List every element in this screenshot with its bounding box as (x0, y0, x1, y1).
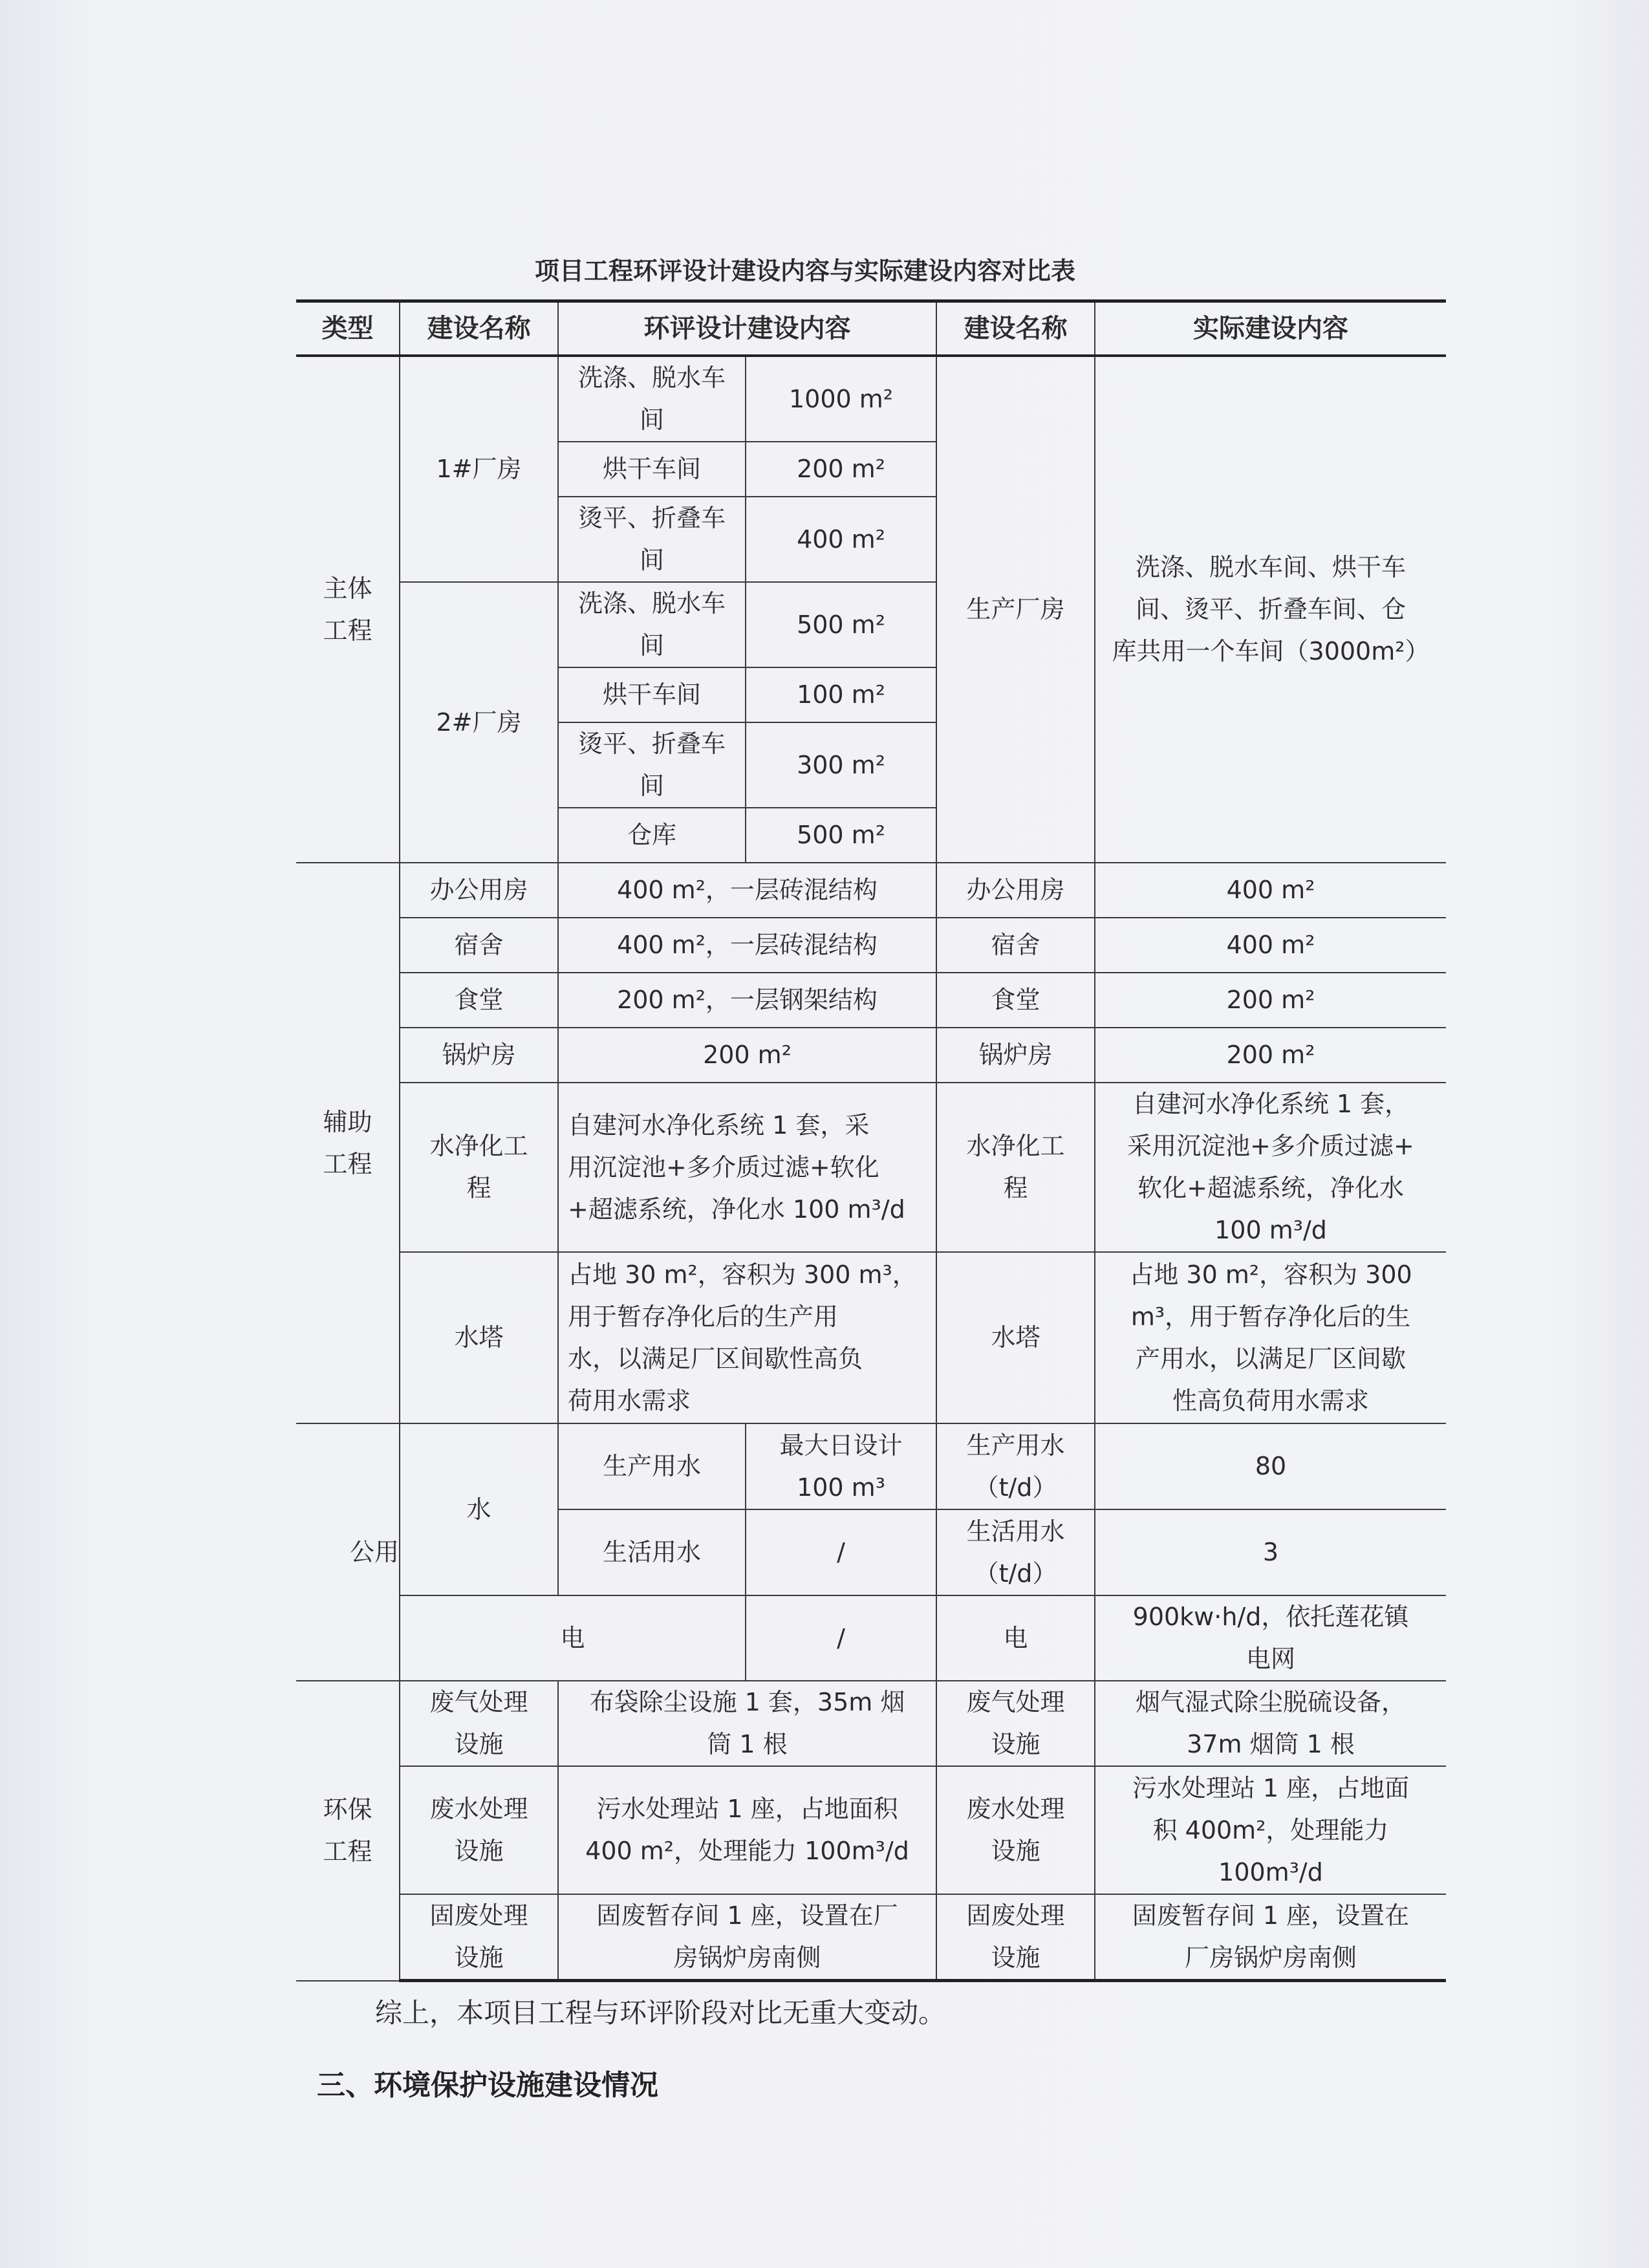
design-content: 占地 30 m²，容积为 300 m³， 用于暂存净化后的生产用 水，以满足厂区间歇性高负 荷用水需求 (558, 1252, 936, 1423)
workshop-area: 300 m² (746, 722, 936, 808)
design-content: 200 m²，一层钢架结构 (558, 973, 936, 1028)
design-content: 污水处理站 1 座，占地面积 400 m²，处理能力 100m³/d (558, 1766, 936, 1894)
table-row (296, 1766, 1446, 1894)
design-content: 400 m²，一层砖混结构 (558, 863, 936, 918)
workshop-label: 烘干车间 (558, 667, 746, 722)
category-env: 环保 工程 (296, 1681, 400, 1981)
actual-name: 废气处理 设施 (936, 1681, 1095, 1766)
workshop-area: 400 m² (746, 497, 936, 582)
header-design-content: 环评设计建设内容 (558, 301, 936, 356)
item-name: 废气处理 设施 (400, 1681, 558, 1766)
item-name: 锅炉房 (400, 1028, 558, 1083)
electricity-design: / (746, 1595, 936, 1681)
header-actual-content: 实际建设内容 (1095, 301, 1446, 356)
water-use-label: 生产用水 (558, 1423, 746, 1509)
workshop-area: 500 m² (746, 808, 936, 863)
workshop-area: 500 m² (746, 582, 936, 667)
factory-1: 1#厂房 (400, 356, 558, 582)
summary-paragraph: 综上，本项目工程与环评阶段对比无重大变动。 (375, 1997, 946, 2029)
design-content: 布袋除尘设施 1 套，35m 烟 筒 1 根 (558, 1681, 936, 1766)
item-name: 食堂 (400, 973, 558, 1028)
actual-content: 200 m² (1095, 1028, 1446, 1083)
actual-name: 生产用水 （t/d） (936, 1423, 1095, 1509)
actual-content: 400 m² (1095, 918, 1446, 973)
actual-content: 400 m² (1095, 863, 1446, 918)
public-water: 水 (400, 1423, 558, 1595)
table-row (296, 918, 1446, 973)
header-name-design: 建设名称 (400, 301, 558, 356)
actual-content: 3 (1095, 1509, 1446, 1595)
actual-name: 水净化工 程 (936, 1083, 1095, 1252)
actual-content: 自建河水净化系统 1 套， 采用沉淀池+多介质过滤+ 软化+超滤系统，净化水 100 m³/d (1095, 1083, 1446, 1252)
header-name-actual: 建设名称 (936, 301, 1095, 356)
table-row (296, 1423, 1446, 1509)
item-name: 水塔 (400, 1252, 558, 1423)
actual-content: 占地 30 m²，容积为 300 m³，用于暂存净化后的生 产用水，以满足厂区间歇 性高负荷用水需求 (1095, 1252, 1446, 1423)
comparison-table (296, 299, 1446, 1982)
actual-name: 水塔 (936, 1252, 1095, 1423)
actual-content: 900kw·h/d，依托莲花镇 电网 (1095, 1595, 1446, 1681)
header-type: 类型 (296, 301, 400, 356)
design-content: 400 m²，一层砖混结构 (558, 918, 936, 973)
design-content: 自建河水净化系统 1 套，采 用沉淀池+多介质过滤+软化 +超滤系统，净化水 100 m³/d (558, 1083, 936, 1252)
actual-content: 烟气湿式除尘脱硫设备， 37m 烟筒 1 根 (1095, 1681, 1446, 1766)
actual-building-content: 洗涤、脱水车间、烘干车 间、烫平、折叠车间、仓 库共用一个车间（3000m²） (1095, 356, 1446, 863)
actual-content: 固废暂存间 1 座，设置在 厂房锅炉房南侧 (1095, 1894, 1446, 1981)
table-row (296, 973, 1446, 1028)
table-row (296, 1028, 1446, 1083)
table-row (296, 863, 1446, 918)
table-row (296, 1083, 1446, 1252)
category-main: 主体 工程 (296, 356, 400, 863)
table-row (296, 1595, 1446, 1681)
actual-name: 食堂 (936, 973, 1095, 1028)
actual-content: 污水处理站 1 座，占地面 积 400m²，处理能力 100m³/d (1095, 1766, 1446, 1894)
item-name: 水净化工 程 (400, 1083, 558, 1252)
workshop-label: 烘干车间 (558, 442, 746, 497)
table-row (296, 1894, 1446, 1981)
workshop-area: 200 m² (746, 442, 936, 497)
workshop-label: 仓库 (558, 808, 746, 863)
item-name: 办公用房 (400, 863, 558, 918)
actual-name: 固废处理 设施 (936, 1894, 1095, 1981)
actual-content: 80 (1095, 1423, 1446, 1509)
workshop-area: 100 m² (746, 667, 936, 722)
section-heading: 三、环境保护设施建设情况 (317, 2069, 658, 2102)
table-title: 项目工程环评设计建设内容与实际建设内容对比表 (534, 257, 1075, 285)
item-name: 宿舍 (400, 918, 558, 973)
table-header-row (296, 301, 1446, 356)
table-row (296, 1681, 1446, 1766)
workshop-label: 烫平、折叠车 间 (558, 497, 746, 582)
workshop-label: 洗涤、脱水车 间 (558, 356, 746, 442)
actual-name: 锅炉房 (936, 1028, 1095, 1083)
water-use-label: 生活用水 (558, 1509, 746, 1595)
workshop-area: 1000 m² (746, 356, 936, 442)
workshop-label: 烫平、折叠车 间 (558, 722, 746, 808)
actual-name: 办公用房 (936, 863, 1095, 918)
item-name: 固废处理 设施 (400, 1894, 558, 1981)
water-use-design: 最大日设计 100 m³ (746, 1423, 936, 1509)
workshop-label: 洗涤、脱水车 间 (558, 582, 746, 667)
actual-name: 废水处理 设施 (936, 1766, 1095, 1894)
category-aux: 辅助 工程 (296, 863, 400, 1423)
actual-content: 200 m² (1095, 973, 1446, 1028)
actual-name: 电 (936, 1595, 1095, 1681)
actual-name: 生活用水 （t/d） (936, 1509, 1095, 1595)
table-row (296, 356, 1446, 442)
category-public: 公用 (296, 1423, 400, 1681)
actual-building-name: 生产厂房 (936, 356, 1095, 863)
design-content: 固废暂存间 1 座，设置在厂 房锅炉房南侧 (558, 1894, 936, 1981)
water-use-design: / (746, 1509, 936, 1595)
public-electricity: 电 (400, 1595, 746, 1681)
factory-2: 2#厂房 (400, 582, 558, 863)
item-name: 废水处理 设施 (400, 1766, 558, 1894)
table-row (296, 1252, 1446, 1423)
actual-name: 宿舍 (936, 918, 1095, 973)
design-content: 200 m² (558, 1028, 936, 1083)
